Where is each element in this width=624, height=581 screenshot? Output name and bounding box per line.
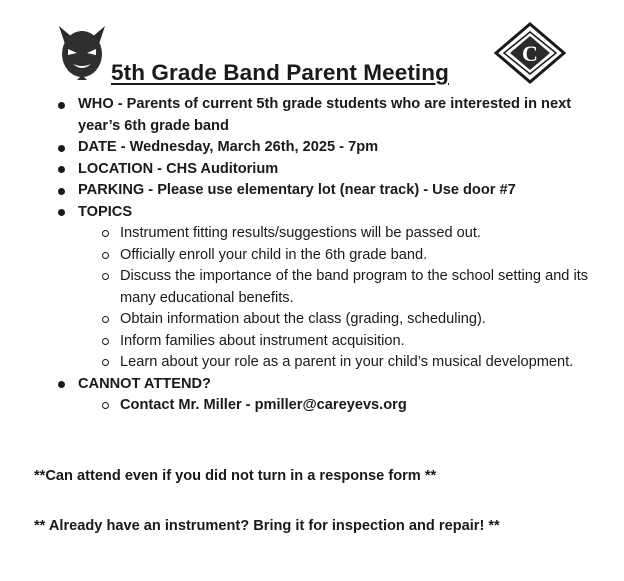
topic-item: Inform families about instrument acquisition. xyxy=(78,331,596,353)
note-instrument: ** Already have an instrument? Bring it for inspection and repair! ** xyxy=(34,518,500,534)
list-item-date: DATE - Wednesday, March 26th, 2025 - 7pm xyxy=(56,137,596,159)
circle-bullet-icon xyxy=(102,402,109,409)
note-response-form: **Can attend even if you did not turn in a response form ** xyxy=(34,468,437,484)
bullet-icon xyxy=(58,188,65,195)
circle-bullet-icon xyxy=(102,230,109,237)
item-text: Parents of current 5th grade students who are interested in next year’s 6th grade band xyxy=(78,96,572,134)
devil-mascot-icon xyxy=(55,24,109,80)
list-item-who: WHO - Parents of current 5th grade students who are interested in next year’s 6th grade band xyxy=(56,94,596,137)
bullet-icon xyxy=(58,209,65,216)
list-item-parking: PARKING - Please use elementary lot (near track) - Use door #7 xyxy=(56,180,596,202)
topic-item: Discuss the importance of the band program to the school setting and its many educational benefits. xyxy=(78,266,596,309)
main-list xyxy=(56,94,596,417)
contact-item: Contact Mr. Miller - pmiller@careyevs.org xyxy=(78,395,596,417)
item-text: Please use elementary lot (near track) - Use door #7 xyxy=(157,182,516,198)
circle-bullet-icon xyxy=(102,252,109,259)
topic-item: Learn about your role as a parent in your child’s musical development. xyxy=(78,352,596,374)
diamond-c-logo-icon xyxy=(494,22,566,84)
bullet-icon xyxy=(58,145,65,152)
item-label: LOCATION xyxy=(78,160,154,177)
bullet-icon xyxy=(58,102,65,109)
item-label: CANNOT ATTEND? xyxy=(78,375,211,392)
list-item-topics xyxy=(56,202,596,374)
svg-text:C: C xyxy=(522,41,538,66)
item-text: CHS Auditorium xyxy=(166,160,279,177)
topics-sublist xyxy=(78,223,596,374)
circle-bullet-icon xyxy=(102,273,109,280)
topic-item: Officially enroll your child in the 6th grade band. xyxy=(78,245,596,267)
item-label: WHO xyxy=(78,96,114,112)
topic-item: Obtain information about the class (grading, scheduling). xyxy=(78,309,596,331)
item-label: TOPICS xyxy=(78,203,133,220)
page-title: 5th Grade Band Parent Meeting xyxy=(111,60,449,85)
topic-item: Instrument fitting results/suggestions will be passed out. xyxy=(78,223,596,245)
item-label: PARKING xyxy=(78,182,145,198)
circle-bullet-icon xyxy=(102,338,109,345)
bullet-icon xyxy=(58,381,65,388)
item-label: DATE xyxy=(78,139,117,155)
item-text: Wednesday, March 26th, 2025 - 7pm xyxy=(129,139,379,155)
list-item-cannot-attend xyxy=(56,374,596,417)
list-item-location: LOCATION - CHS Auditorium xyxy=(56,159,596,181)
bullet-icon xyxy=(58,166,65,173)
circle-bullet-icon xyxy=(102,359,109,366)
circle-bullet-icon xyxy=(102,316,109,323)
cannot-attend-sublist xyxy=(78,395,596,417)
